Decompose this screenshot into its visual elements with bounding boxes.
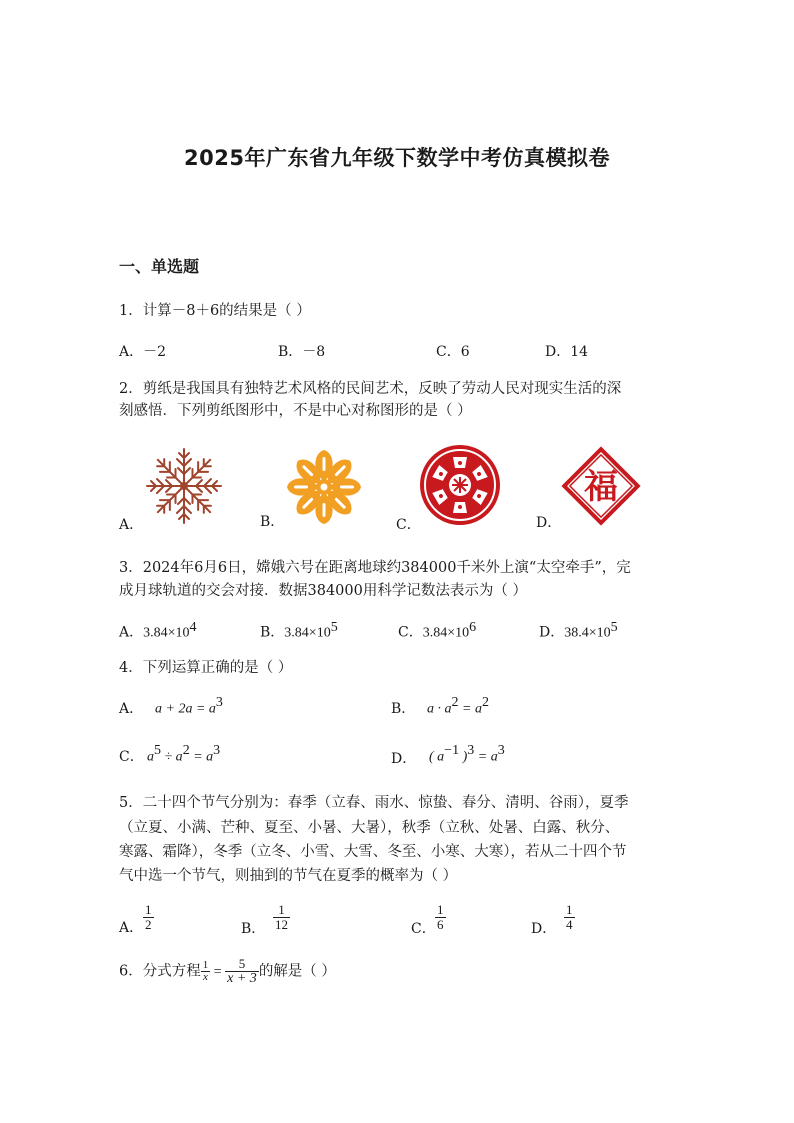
q3-option-d: D．$38.4\times 10^5$ [539,620,618,641]
q4-label-c: C． [119,749,144,765]
q2-label-a: A． [119,517,144,533]
question-4-text: 4．下列运算正确的是（ ） [119,660,293,676]
question-1-text: 1．计算－8＋6的结果是（ ） [119,303,311,319]
q5-fraction-c: $\frac{1}{6}$ [437,902,444,932]
q4-label-b: B． [391,701,416,717]
q4-option-b-expr: $a \cdot a^2 = a^2$ [427,695,489,717]
q3-option-a: A．$3.84\times 10^4$ [119,620,197,641]
question-5-line-1: 5．二十四个节气分别为：春季（立春、雨水、惊蛰、春分、清明、谷雨），夏季 [119,795,629,811]
q3-option-b: B．$3.84\times 10^5$ [260,620,338,641]
q5-label-a: A． [119,920,144,936]
q5-label-c: C． [411,921,436,937]
fu-character-papercut-image [559,444,643,528]
q5-fraction-d: $\frac{1}{4}$ [566,902,573,932]
question-3-line-2: 成月球轨道的交会对接．数据384000用科学记数法表示为（ ） [119,583,527,599]
q5-fraction-b: $\frac{1}{12}$ [275,902,288,932]
q1-option-c: C．6 [436,344,470,360]
q4-option-c-expr: $a^5 \div a^2 = a^3$ [147,743,221,765]
question-5-line-4: 气中选一个节气，则抽到的节气在夏季的概率为（ ） [119,868,458,884]
question-2-line-2: 刻感悟．下列剪纸图形中，不是中心对称图形的是（ ） [119,403,472,419]
q2-label-d: D． [536,515,562,531]
section-heading: 一、单选题 [119,257,200,276]
q2-label-c: C． [396,517,421,533]
fu-character: 福 [584,467,618,507]
q4-option-d-expr: ( $a^{-1}$ )$^3 = a^3$ [429,743,505,765]
question-6-text: 6．分式方程 $\frac{1}{x}$ = $\frac{5}{x + 3}$ 的解是（ ） [119,956,336,986]
question-5-line-3: 寒露、霜降），冬季（立冬、小雪、大雪、冬至、小寒、大寒），若从二十四个节 [119,844,627,860]
page-title: 2025年广东省九年级下数学中考仿真模拟卷 [184,146,610,170]
medallion-papercut-image [419,444,501,526]
q2-label-b: B． [260,514,285,530]
q1-option-a: A．－2 [119,344,167,360]
q4-label-d: D． [391,751,417,767]
q5-label-d: D． [531,921,557,937]
question-3-line-1: 3．2024年6月6日，嫦娥六号在距离地球约384000千米外上演“太空牵手”，完 [119,560,631,576]
flower-papercut-image [284,447,364,527]
q4-option-a-expr: $a + 2a = a^3$ [155,695,223,717]
q3-option-c: C．$3.84\times 10^6$ [398,620,477,641]
q1-option-d: D．14 [545,344,589,360]
question-5-line-2: （立夏、小满、芒种、夏至、小暑、大暑），秋季（立秋、处暑、白露、秋分、 [119,820,620,836]
q5-fraction-a: $\frac{1}{2}$ [145,902,152,932]
snowflake-papercut-image [144,446,224,526]
q4-label-a: A． [119,701,144,717]
question-2-line-1: 2．剪纸是我国具有独特艺术风格的民间艺术，反映了劳动人民对现实生活的深 [119,381,622,397]
q1-option-b: B．－8 [278,344,326,360]
q5-label-b: B． [241,921,266,937]
